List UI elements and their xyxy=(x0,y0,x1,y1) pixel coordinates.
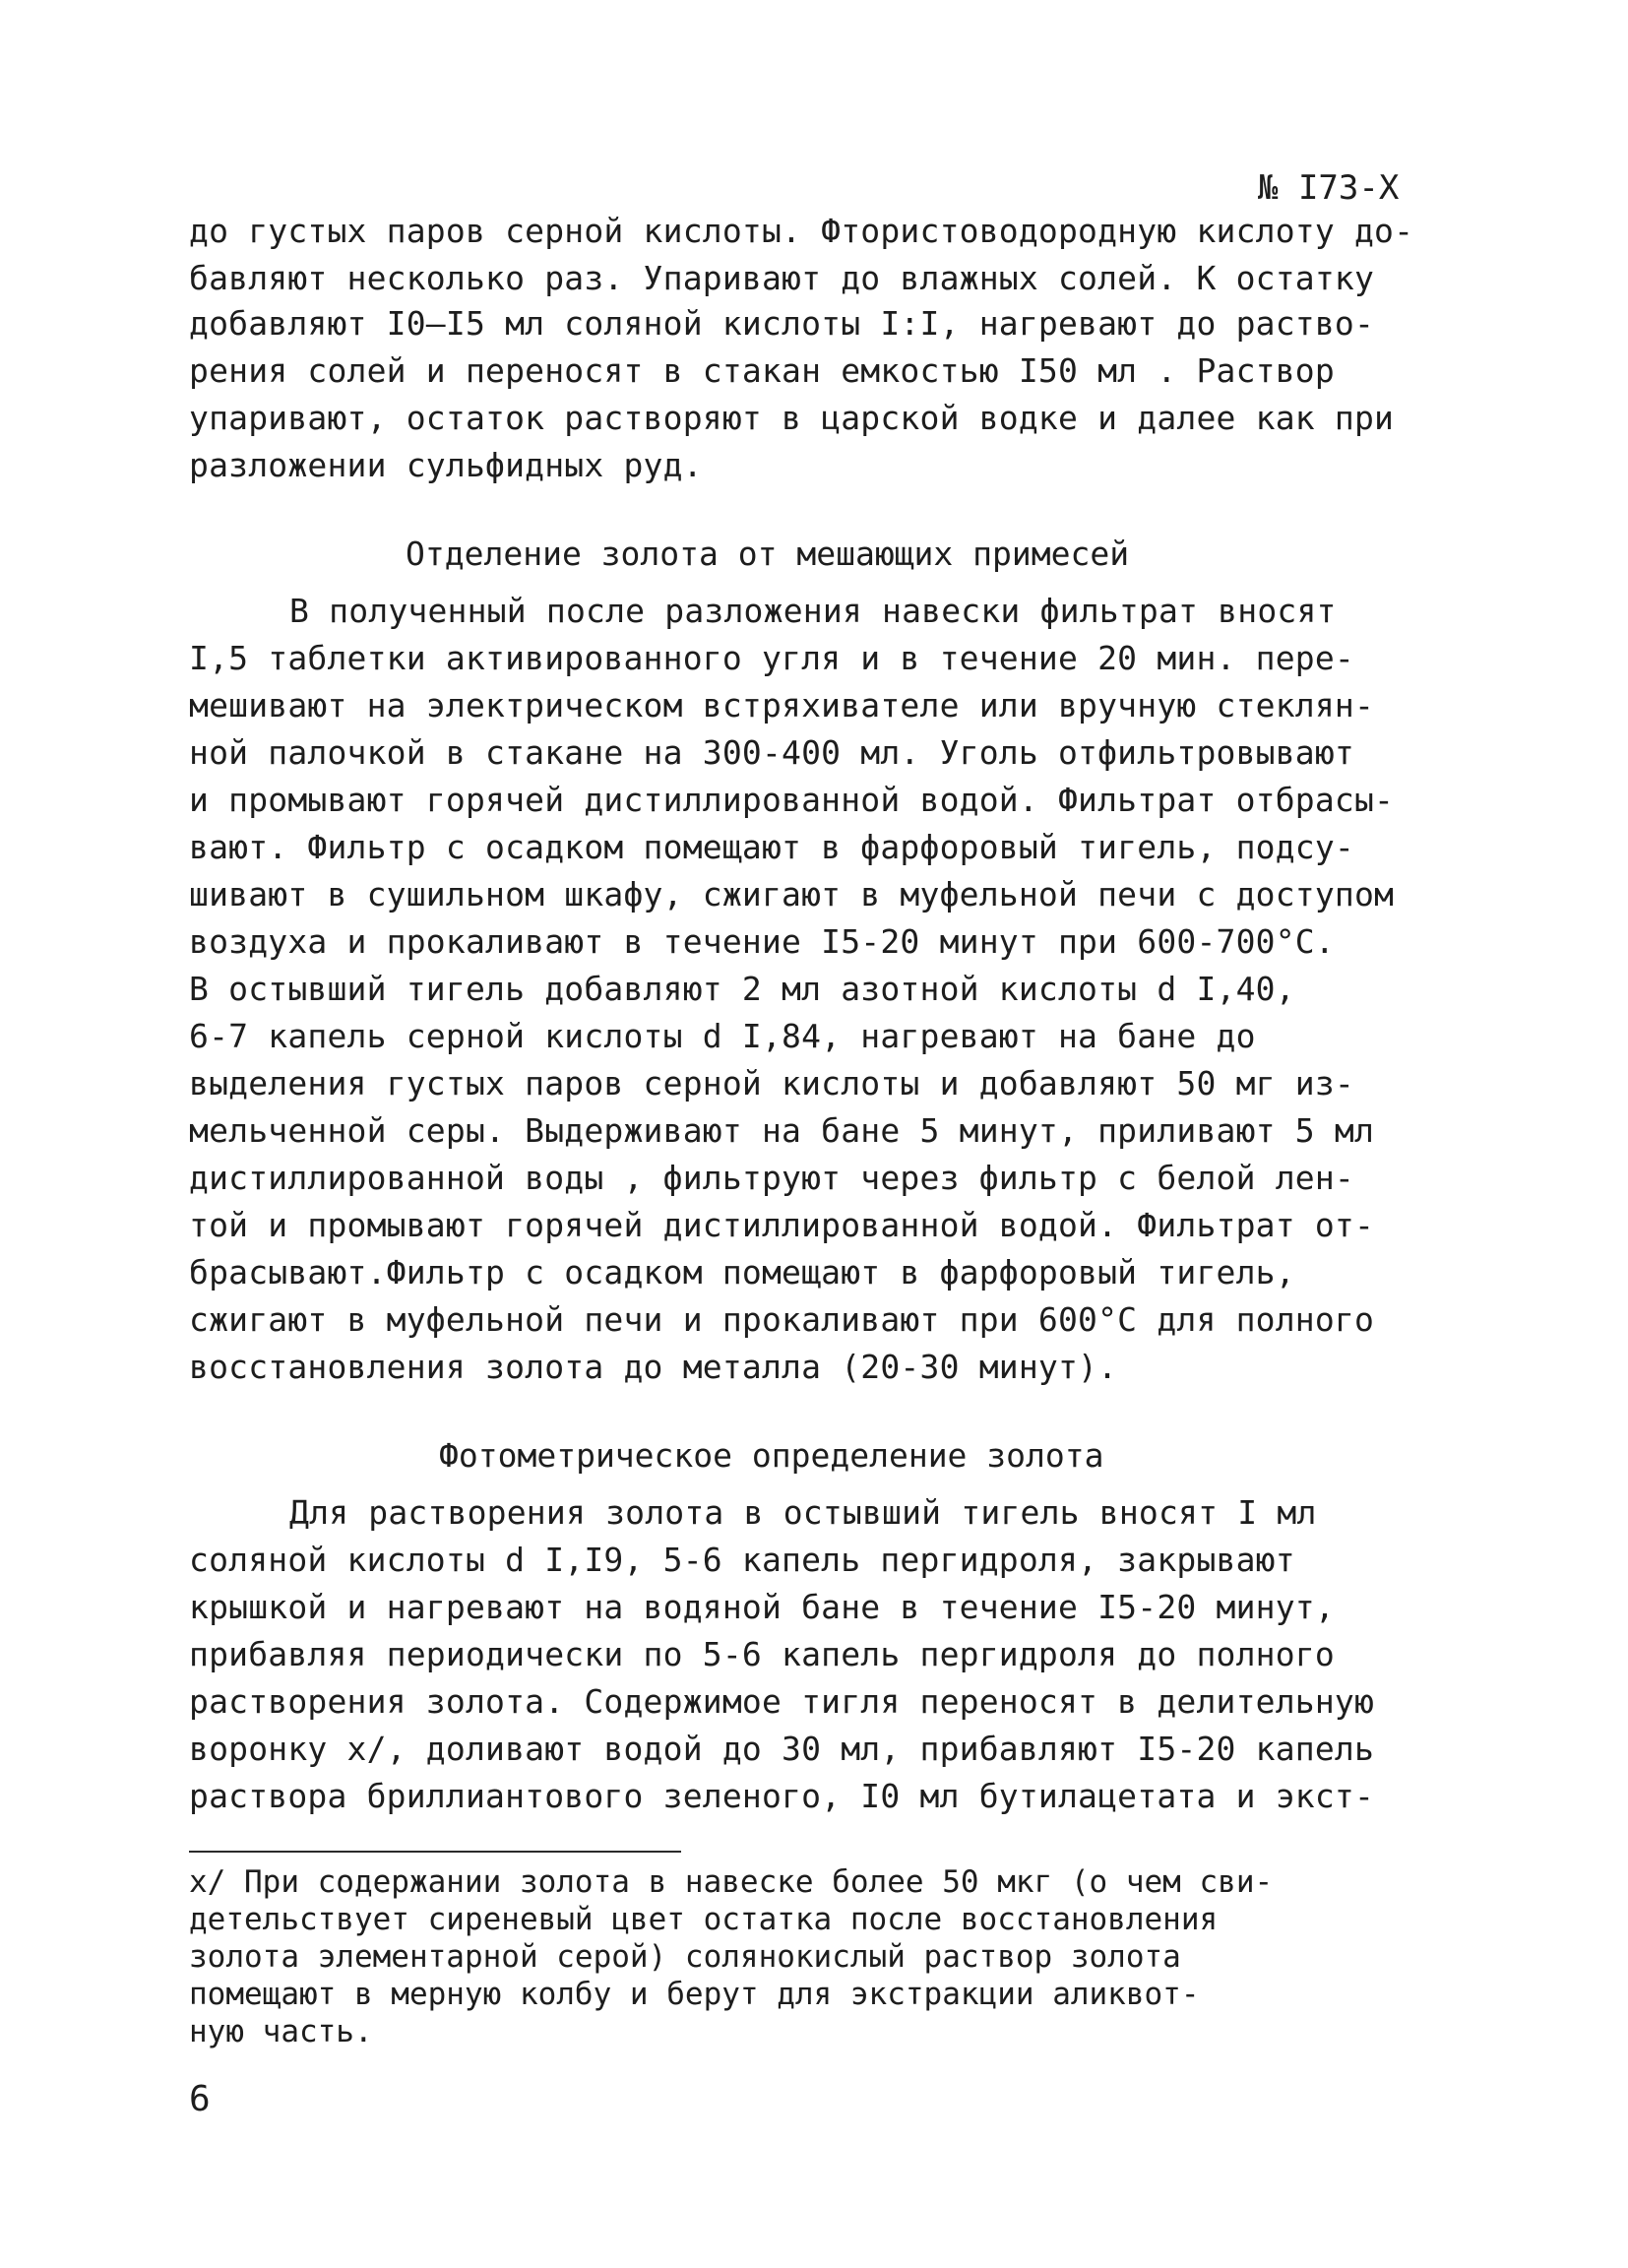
paragraph-line: и промывают горячей дистиллированной водой. Фильтрат отбрасы- xyxy=(189,781,1395,819)
paragraph-line: В остывший тигель добавляют 2 мл азотной кислоты d I,40, xyxy=(189,970,1295,1008)
footnote-line: ную часть. xyxy=(189,2014,373,2049)
paragraph-line: выделения густых паров серной кислоты и добавляют 50 мг из- xyxy=(189,1064,1354,1102)
section-heading: Фотометрическое определение золота xyxy=(439,1436,1104,1475)
paragraph-line: разложении сульфидных руд. xyxy=(189,446,703,484)
paragraph-line: вают. Фильтр с осадком помещают в фарфоровый тигель, подсу- xyxy=(189,828,1354,866)
paragraph-line: воздуха и прокаливают в течение I5-20 минут при 600-700°С. xyxy=(189,922,1335,961)
paragraph-line: соляной кислоты d I,I9, 5-6 капель пергидроля, закрывают xyxy=(189,1541,1295,1579)
paragraph-line: рения солей и переносят в стакан емкостью I50 мл . Раствор xyxy=(189,351,1335,390)
paragraph-line: раствора бриллиантового зеленого, I0 мл бутилацетата и экст- xyxy=(189,1777,1375,1815)
paragraph-line: до густых паров серной кислоты. Фтористоводородную кислоту до- xyxy=(189,212,1414,250)
paragraph-line: восстановления золота до металла (20-30 минут). xyxy=(189,1348,1118,1386)
paragraph-line: растворения золота. Содержимое тигля переносят в делительную xyxy=(189,1682,1375,1721)
paragraph-line: дистиллированной воды , фильтруют через фильтр с белой лен- xyxy=(189,1159,1354,1197)
paragraph-line: брасывают.Фильтр с осадком помещают в фарфоровый тигель, xyxy=(189,1253,1295,1292)
document-number: № I73-X xyxy=(1258,168,1400,208)
paragraph-line: воронку x/, доливают водой до 30 мл, прибавляют I5-20 капель xyxy=(189,1730,1375,1768)
paragraph-line: Для растворения золота в остывший тигель вносят I мл xyxy=(289,1493,1317,1532)
paragraph-line: мешивают на электрическом встряхивателе или вручную стеклян- xyxy=(189,686,1375,724)
paragraph-line: 6-7 капель серной кислоты d I,84, нагревают на бане до xyxy=(189,1017,1256,1055)
paragraph-line: ной палочкой в стакане на 300-400 мл. Уголь отфильтровывают xyxy=(189,733,1354,772)
paragraph-line: добавляют I0–I5 мл соляной кислоты I:I, нагревают до раство- xyxy=(189,304,1375,343)
paragraph-line: шивают в сушильном шкафу, сжигают в муфельной печи с доступом xyxy=(189,875,1395,914)
page-number: 6 xyxy=(189,2079,211,2119)
footnote-line: детельствует сиреневый цвет остатка после восстановления xyxy=(189,1902,1219,1937)
footnote-line: x/ При содержании золота в навеске более 50 мкг (о чем сви- xyxy=(189,1864,1274,1900)
paragraph-line: мельченной серы. Выдерживают на бане 5 минут, приливают 5 мл xyxy=(189,1111,1375,1150)
paragraph-line: той и промывают горячей дистиллированной водой. Фильтрат от- xyxy=(189,1206,1375,1244)
paragraph-line: В полученный после разложения навески фильтрат вносят xyxy=(289,592,1337,630)
paragraph-line: I,5 таблетки активированного угля и в течение 20 мин. пере- xyxy=(189,639,1354,677)
footnote-line: золота элементарной серой) солянокислый раствор золота xyxy=(189,1939,1181,1975)
paragraph-line: прибавляя периодически по 5-6 капель пергидроля до полного xyxy=(189,1635,1335,1673)
footnote-line: помещают в мерную колбу и берут для экстракции аликвот- xyxy=(189,1977,1200,2012)
paragraph-line: упаривают, остаток растворяют в царской водке и далее как при xyxy=(189,399,1395,437)
paragraph-line: крышкой и нагревают на водяной бане в течение I5-20 минут, xyxy=(189,1588,1335,1626)
paragraph-line: бавляют несколько раз. Упаривают до влажных солей. К остатку xyxy=(189,259,1375,297)
paragraph-line: сжигают в муфельной печи и прокаливают при 600°С для полного xyxy=(189,1300,1375,1339)
section-heading: Отделение золота от мешающих примесей xyxy=(406,535,1130,573)
footnote-separator xyxy=(189,1851,681,1853)
